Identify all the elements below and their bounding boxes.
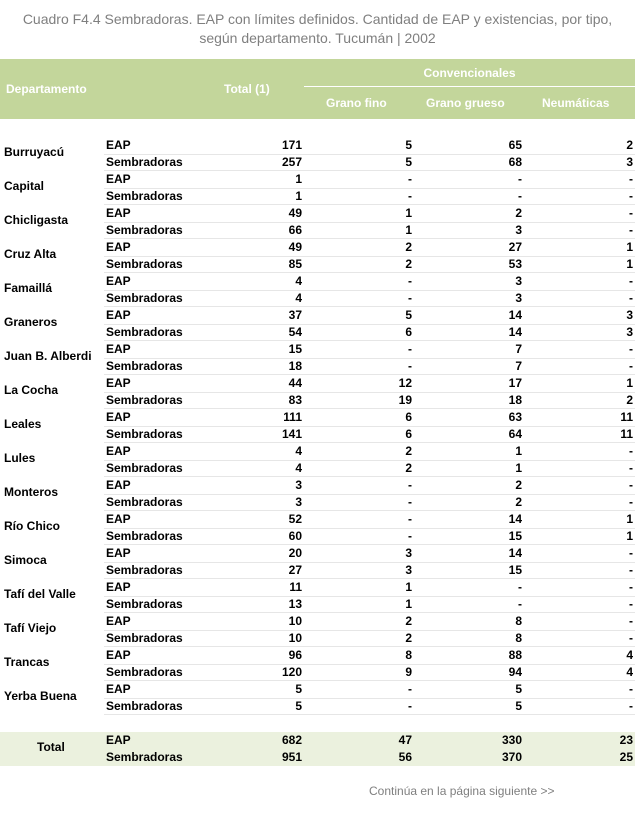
cell-grano-grueso: 8 [515,631,522,645]
row-divider [104,154,635,155]
cell-neumaticas: 3 [626,325,633,339]
table-row [0,239,635,273]
cell-total: 49 [288,206,302,220]
cell-grano-fino: - [408,274,412,288]
cell-grano-grueso: 15 [508,529,522,543]
row-divider [104,290,635,291]
header-neumaticas: Neumáticas [542,96,610,110]
cell-grano-grueso: 14 [508,308,522,322]
cell-grano-fino: - [408,682,412,696]
totals-row [0,732,635,766]
eap-line [0,477,635,494]
row-divider [104,392,635,393]
row-label: Sembradoras [106,495,183,509]
department-name: Trancas [4,655,50,669]
cell-neumaticas: 25 [619,750,633,764]
cell-total: 44 [288,376,302,390]
cell-grano-fino: 2 [405,614,412,628]
department-name: Tafí Viejo [4,621,57,635]
cell-grano-fino: - [408,342,412,356]
table-row [0,613,635,647]
row-label: Sembradoras [106,291,183,305]
table-row [0,579,635,613]
cell-total: 4 [295,461,302,475]
cell-grano-fino: 2 [405,257,412,271]
row-divider [104,222,635,223]
sembradoras-line [0,528,635,545]
cell-grano-grueso: 65 [508,138,522,152]
department-name: Juan B. Alberdi [4,349,92,363]
header-convencionales: Convencionales [423,66,516,80]
cell-grano-grueso: 7 [515,359,522,373]
cell-grano-fino: 1 [405,580,412,594]
table-row [0,205,635,239]
cell-grano-grueso: - [518,580,522,594]
department-name: Río Chico [4,519,60,533]
cell-grano-fino: 9 [405,665,412,679]
cell-total: 120 [281,665,302,679]
cell-grano-grueso: 330 [501,733,522,747]
row-label: EAP [106,682,131,696]
row-label: Sembradoras [106,257,183,271]
table-row [0,375,635,409]
cell-neumaticas: - [629,359,633,373]
sembradoras-line [0,698,635,715]
cell-total: 52 [288,512,302,526]
row-label: Sembradoras [106,631,183,645]
totals-sembradoras-line [0,749,635,766]
cell-grano-grueso: 5 [515,699,522,713]
cell-total: 4 [295,444,302,458]
row-label: Sembradoras [106,750,183,764]
cell-total: 5 [295,699,302,713]
cell-grano-fino: - [408,189,412,203]
cell-neumaticas: - [629,444,633,458]
header-total: Total (1) [224,82,270,96]
cell-total: 11 [289,580,302,594]
cell-total: 49 [288,240,302,254]
cell-total: 682 [281,733,302,747]
eap-line [0,579,635,596]
row-divider [104,358,635,359]
cell-total: 257 [281,155,302,169]
row-label: Sembradoras [106,529,183,543]
cell-neumaticas: - [629,699,633,713]
table-body [0,137,635,715]
header-grano-grueso: Grano grueso [426,96,505,110]
row-label: EAP [106,172,131,186]
cell-grano-fino: 3 [405,563,412,577]
cell-grano-grueso: 17 [508,376,522,390]
cell-neumaticas: - [629,546,633,560]
title-line-1: Cuadro F4.4 Sembradoras. EAP con límites definidos. Cantidad de EAP y existencias, por tipo, [22,11,613,27]
table-row [0,511,635,545]
cell-total: 5 [295,682,302,696]
cell-grano-grueso: - [518,189,522,203]
cell-grano-grueso: 370 [501,750,522,764]
eap-line [0,239,635,256]
cell-neumaticas: - [629,274,633,288]
header-grano-fino: Grano fino [326,96,387,110]
eap-line [0,545,635,562]
cell-grano-fino: 1 [405,223,412,237]
cell-total: 13 [288,597,302,611]
cell-grano-fino: - [408,359,412,373]
cell-grano-grueso: - [518,597,522,611]
cell-total: 37 [288,308,302,322]
cell-neumaticas: 3 [626,155,633,169]
cell-grano-fino: - [408,172,412,186]
row-divider [104,426,635,427]
sembradoras-line [0,426,635,443]
table-row [0,307,635,341]
cell-grano-fino: 6 [405,325,412,339]
row-divider [104,528,635,529]
totals-label: Total [37,740,65,754]
cell-neumaticas: 1 [626,512,633,526]
row-label: EAP [106,376,131,390]
cell-total: 4 [295,291,302,305]
cell-neumaticas: 2 [626,138,633,152]
cell-total: 83 [288,393,302,407]
cell-neumaticas: 2 [626,393,633,407]
cell-grano-grueso: 5 [515,682,522,696]
row-divider [104,664,635,665]
cell-neumaticas: 4 [626,665,633,679]
cell-total: 10 [288,614,302,628]
cell-total: 4 [295,274,302,288]
cell-grano-grueso: - [518,172,522,186]
row-label: EAP [106,308,131,322]
cell-neumaticas: 23 [619,733,633,747]
cell-grano-grueso: 15 [508,563,522,577]
department-name: Chicligasta [4,213,69,227]
cell-grano-grueso: 3 [515,223,522,237]
cell-grano-fino: 1 [405,597,412,611]
row-divider [104,460,635,461]
row-divider [104,630,635,631]
department-name: Yerba Buena [4,689,77,703]
cell-grano-grueso: 88 [508,648,522,662]
sembradoras-line [0,664,635,681]
cell-grano-fino: 47 [398,733,412,747]
cell-neumaticas: - [629,206,633,220]
cell-grano-fino: 2 [405,461,412,475]
cell-grano-grueso: 68 [508,155,522,169]
cell-grano-grueso: 18 [508,393,522,407]
cell-grano-grueso: 64 [508,427,522,441]
row-label: EAP [106,580,131,594]
cell-neumaticas: 1 [626,376,633,390]
eap-line [0,443,635,460]
cell-neumaticas: 3 [626,308,633,322]
department-name: Lules [4,451,36,465]
sembradoras-line [0,494,635,511]
sembradoras-line [0,596,635,613]
table-title [0,10,635,48]
cell-total: 54 [288,325,302,339]
cell-grano-grueso: 53 [508,257,522,271]
cell-grano-fino: - [408,495,412,509]
cell-grano-fino: 6 [405,427,412,441]
cell-total: 951 [281,750,302,764]
cell-total: 1 [295,189,302,203]
sembradoras-line [0,358,635,375]
row-divider [104,698,635,699]
row-label: EAP [106,614,131,628]
table-row [0,273,635,307]
row-divider [104,562,635,563]
cell-total: 171 [281,138,302,152]
cell-neumaticas: - [629,189,633,203]
cell-grano-fino: 19 [398,393,412,407]
cell-neumaticas: - [629,614,633,628]
table-row [0,681,635,715]
table-row [0,647,635,681]
totals-eap-line [0,732,635,749]
cell-neumaticas: - [629,580,633,594]
row-label: Sembradoras [106,189,183,203]
cell-grano-fino: - [408,529,412,543]
cell-grano-fino: 2 [405,444,412,458]
sembradoras-line [0,324,635,341]
cell-grano-grueso: 8 [515,614,522,628]
eap-line [0,375,635,392]
cell-neumaticas: 1 [626,529,633,543]
cell-neumaticas: 1 [626,257,633,271]
eap-line [0,681,635,698]
row-label: Sembradoras [106,359,183,373]
sembradoras-line [0,188,635,205]
cell-grano-fino: 56 [398,750,412,764]
eap-line [0,137,635,154]
department-name: Leales [4,417,42,431]
cell-neumaticas: - [629,563,633,577]
cell-neumaticas: - [629,461,633,475]
row-label: Sembradoras [106,563,183,577]
row-label: Sembradoras [106,699,183,713]
department-name: Graneros [4,315,58,329]
table-row [0,341,635,375]
cell-grano-grueso: 3 [515,291,522,305]
cell-neumaticas: 1 [626,240,633,254]
cell-grano-fino: 1 [405,206,412,220]
row-label: EAP [106,648,131,662]
cell-grano-grueso: 3 [515,274,522,288]
cell-neumaticas: 11 [620,427,633,441]
department-name: Simoca [4,553,47,567]
title-line-2: según departamento. Tucumán | 2002 [199,30,436,46]
header-departamento: Departamento [6,82,87,96]
department-name: Burruyacú [4,145,65,159]
cell-neumaticas: - [629,478,633,492]
eap-line [0,511,635,528]
row-label: EAP [106,512,131,526]
cell-total: 60 [288,529,302,543]
cell-total: 3 [295,495,302,509]
cell-neumaticas: - [629,223,633,237]
eap-line [0,307,635,324]
table-row [0,171,635,205]
cell-total: 111 [283,410,302,424]
cell-neumaticas: 4 [626,648,633,662]
sembradoras-line [0,154,635,171]
cell-grano-grueso: 1 [515,461,522,475]
row-label: Sembradoras [106,427,183,441]
eap-line [0,341,635,358]
row-divider [104,324,635,325]
cell-grano-grueso: 14 [508,325,522,339]
cell-total: 141 [281,427,302,441]
table-row [0,443,635,477]
cell-grano-grueso: 94 [508,665,522,679]
eap-line [0,647,635,664]
cell-grano-fino: 8 [405,648,412,662]
eap-line [0,171,635,188]
cell-grano-fino: - [408,291,412,305]
table-row [0,477,635,511]
cell-grano-grueso: 63 [508,410,522,424]
row-divider [104,188,635,189]
cell-grano-fino: 6 [405,410,412,424]
cell-total: 66 [288,223,302,237]
cell-grano-grueso: 2 [515,206,522,220]
row-label: EAP [106,478,131,492]
row-label: Sembradoras [106,461,183,475]
table-row [0,409,635,443]
cell-grano-fino: - [408,699,412,713]
table-header [0,59,635,119]
department-name: Monteros [4,485,58,499]
cell-total: 10 [288,631,302,645]
row-label: EAP [106,546,131,560]
cell-neumaticas: - [629,291,633,305]
row-label: EAP [106,410,131,424]
cell-grano-fino: 5 [405,138,412,152]
row-divider [104,256,635,257]
cell-neumaticas: - [629,172,633,186]
header-divider [304,86,635,87]
cell-total: 15 [288,342,302,356]
department-name: Capital [4,179,45,193]
cell-grano-grueso: 14 [508,546,522,560]
sembradoras-line [0,460,635,477]
department-name: La Cocha [4,383,59,397]
cell-grano-grueso: 14 [508,512,522,526]
cell-grano-grueso: 1 [515,444,522,458]
row-label: EAP [106,206,131,220]
cell-grano-grueso: 2 [515,495,522,509]
cell-grano-fino: 3 [405,546,412,560]
row-label: Sembradoras [106,223,183,237]
sembradoras-line [0,392,635,409]
cell-total: 18 [288,359,302,373]
row-label: EAP [106,342,131,356]
row-label: Sembradoras [106,393,183,407]
cell-neumaticas: - [629,597,633,611]
cell-grano-fino: 2 [405,240,412,254]
sembradoras-line [0,290,635,307]
cell-total: 3 [295,478,302,492]
row-label: Sembradoras [106,665,183,679]
cell-grano-fino: - [408,512,412,526]
row-label: Sembradoras [106,325,183,339]
row-label: EAP [106,274,131,288]
row-label: Sembradoras [106,597,183,611]
eap-line [0,273,635,290]
department-name: Tafí del Valle [4,587,76,601]
row-label: EAP [106,444,131,458]
row-label: EAP [106,138,131,152]
cell-grano-fino: 5 [405,155,412,169]
eap-line [0,205,635,222]
cell-neumaticas: - [629,682,633,696]
table-row [0,545,635,579]
sembradoras-line [0,562,635,579]
cell-total: 27 [288,563,302,577]
cell-total: 96 [288,648,302,662]
eap-line [0,613,635,630]
cell-neumaticas: - [629,631,633,645]
row-divider [104,596,635,597]
cell-total: 1 [295,172,302,186]
cell-grano-grueso: 27 [508,240,522,254]
eap-line [0,409,635,426]
row-label: EAP [106,733,131,747]
department-name: Famaillá [4,281,53,295]
row-label: EAP [106,240,131,254]
row-divider [104,494,635,495]
cell-grano-fino: 2 [405,631,412,645]
cell-grano-fino: - [408,478,412,492]
cell-neumaticas: 11 [620,410,633,424]
cell-neumaticas: - [629,342,633,356]
sembradoras-line [0,222,635,239]
cell-grano-fino: 12 [398,376,412,390]
cell-total: 85 [288,257,302,271]
cell-total: 20 [288,546,302,560]
row-divider [104,714,635,715]
department-name: Cruz Alta [4,247,57,261]
sembradoras-line [0,630,635,647]
sembradoras-line [0,256,635,273]
cell-grano-fino: 5 [405,308,412,322]
cell-grano-grueso: 2 [515,478,522,492]
table-row [0,137,635,171]
continue-link[interactable]: Continúa en la página siguiente >> [369,784,555,798]
row-label: Sembradoras [106,155,183,169]
cell-grano-grueso: 7 [515,342,522,356]
cell-neumaticas: - [629,495,633,509]
